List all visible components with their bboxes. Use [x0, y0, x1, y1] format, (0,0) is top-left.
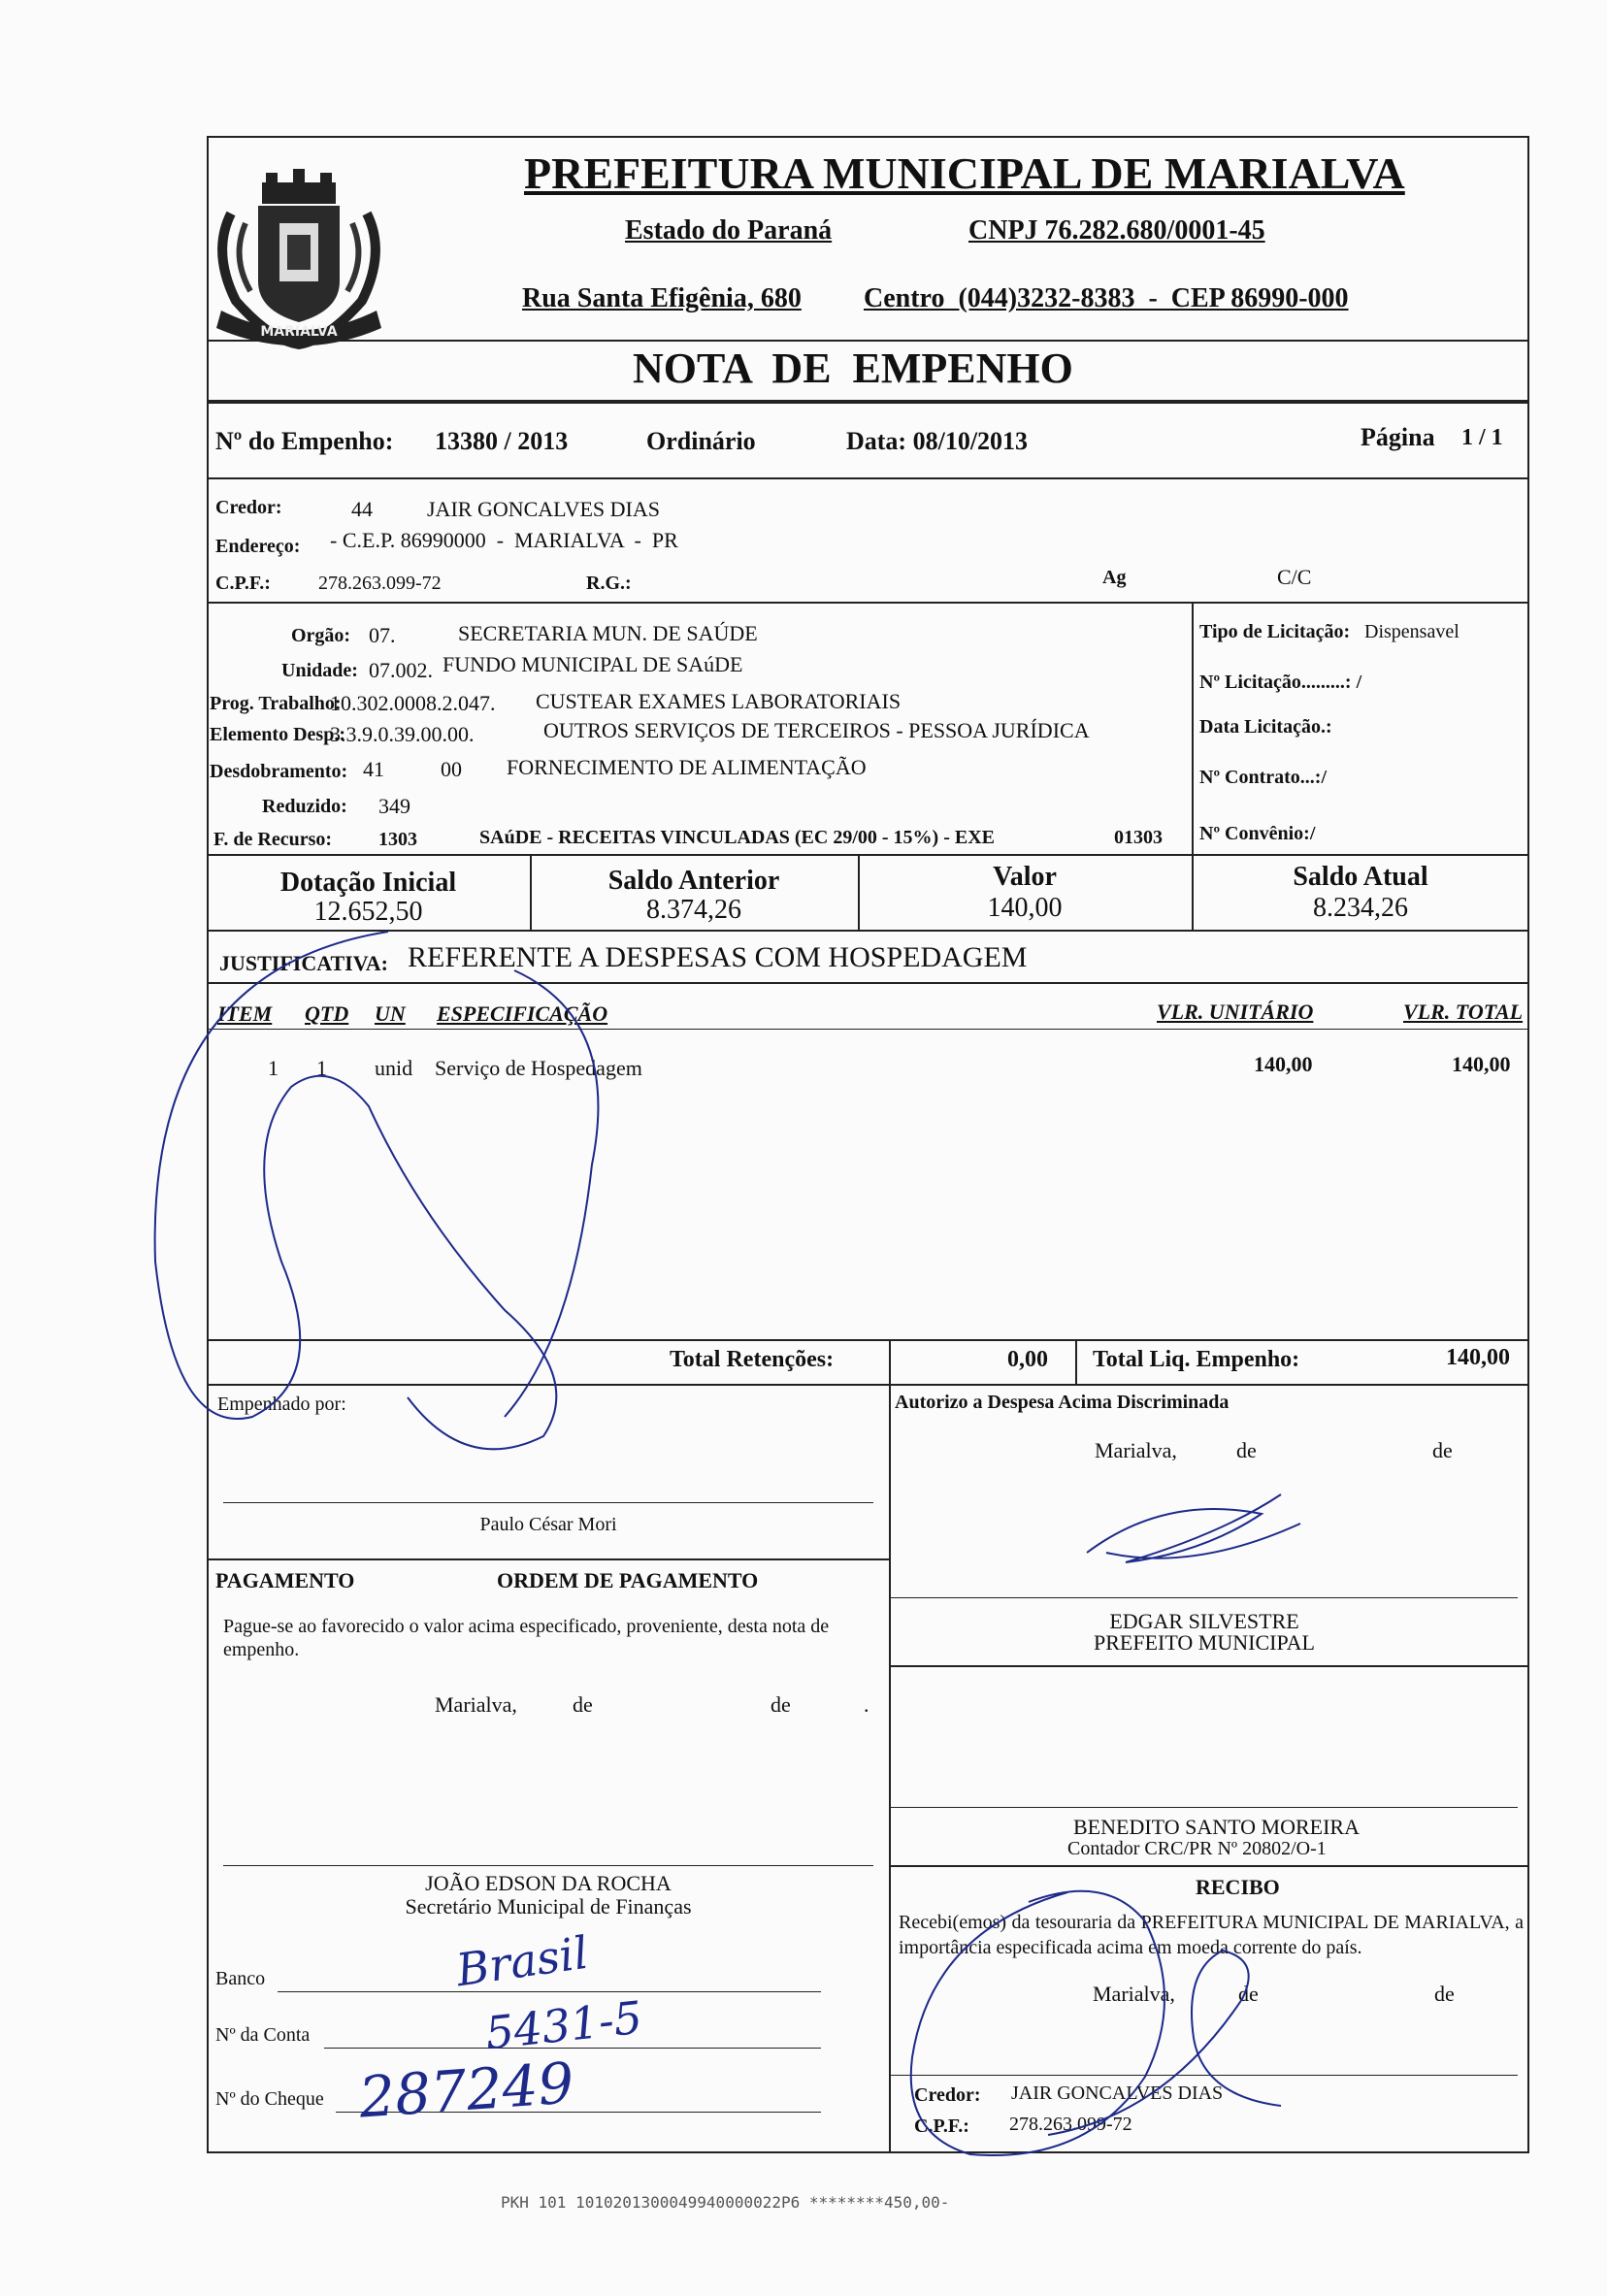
qtd-header: QTD [305, 1001, 349, 1026]
desdobramento-label: Desdobramento: [210, 761, 348, 782]
cheque-label: Nº do Cheque [215, 2088, 324, 2110]
empenho-number: 13380 / 2013 [435, 427, 569, 455]
orgao-label: Orgão: [291, 625, 351, 646]
licitacao-type-label: Tipo de Licitação: [1199, 621, 1351, 642]
pagamento-text: Pague-se ao favorecido o valor acima especificado, proveniente, desta nota de empenho. [223, 1616, 830, 1660]
pagamento-dot: . [864, 1692, 869, 1717]
desdobramento-code: 41 [363, 757, 384, 781]
conta-handwritten: 5431-5 [482, 1990, 645, 2060]
cnpj-label: CNPJ 76.282.680/0001-45 [968, 215, 1265, 246]
licitacao-type: Dispensavel [1364, 621, 1459, 642]
table-row-qtd: 1 [316, 1056, 327, 1080]
page-label: Página [1361, 423, 1435, 451]
cpf-label: C.P.F.: [215, 573, 271, 594]
recibo-de2: de [1434, 1982, 1455, 2006]
credor-name: JAIR GONCALVES DIAS [427, 497, 660, 521]
contrato-number: Nº Contrato...:/ [1199, 767, 1328, 788]
credor-address: - C.E.P. 86990000 - MARIALVA - PR [330, 528, 678, 552]
autorizo-de1: de [1236, 1438, 1257, 1462]
saldo-anterior-value: 8.374,26 [646, 895, 741, 925]
orgao-name: SECRETARIA MUN. DE SAÚDE [458, 621, 758, 645]
empenho-type: Ordinário [646, 427, 756, 455]
autorizo-label: Autorizo a Despesa Acima Discriminada [895, 1392, 1230, 1413]
recibo-place: Marialva, [1093, 1982, 1175, 2006]
reduzido-value: 349 [378, 794, 410, 818]
document-title: NOTA DE EMPENHO [633, 344, 1073, 392]
recibo-credor-name: JAIR GONCALVES DIAS [1011, 2083, 1224, 2104]
secretario-role: Secretário Municipal de Finanças [405, 1894, 692, 1919]
autorizo-place: Marialva, [1095, 1438, 1177, 1462]
address-label: Endereço: [215, 536, 301, 557]
table-row-spec: Serviço de Hospedagem [435, 1056, 642, 1080]
recibo-title: RECIBO [1196, 1875, 1280, 1899]
elemento-name: OUTROS SERVIÇOS DE TERCEIROS - PESSOA JURÍDICA [543, 718, 1090, 742]
pagamento-label: PAGAMENTO [215, 1568, 355, 1592]
contador-name: BENEDITO SANTO MOREIRA [1073, 1815, 1360, 1839]
total-value-header: VLR. TOTAL [1403, 1000, 1524, 1024]
page-number: 1 / 1 [1461, 425, 1503, 450]
recibo-cpf-label: C.P.F.: [914, 2116, 969, 2137]
prog-code: 10.302.0008.2.047. [330, 691, 496, 715]
desdobramento-sub: 00 [441, 757, 462, 781]
elemento-code: 3.3.9.0.39.00.00. [330, 722, 475, 746]
orgao-code: 07. [369, 623, 396, 647]
conta-label: Nº da Conta [215, 2024, 311, 2046]
liquido-value: 140,00 [1446, 1345, 1510, 1370]
credor-code: 44 [351, 497, 373, 521]
ordem-pagamento-label: ORDEM DE PAGAMENTO [497, 1568, 759, 1592]
recurso-code: 1303 [378, 829, 417, 850]
recurso-name: SAúDE - RECEITAS VINCULADAS (EC 29/00 - 15%) - EXE [479, 827, 995, 848]
empenhado-name: Paulo César Mori [479, 1514, 617, 1535]
unidade-label: Unidade: [281, 660, 358, 681]
unit-value-header: VLR. UNITÁRIO [1157, 1000, 1314, 1024]
secretario-name: JOÃO EDSON DA ROCHA [425, 1871, 672, 1895]
desdobramento-name: FORNECIMENTO DE ALIMENTAÇÃO [507, 755, 867, 779]
table-row-item: 1 [268, 1056, 279, 1080]
licitacao-number: Nº Licitação.........: / [1199, 672, 1362, 693]
recibo-text: Recebi(emos) da tesouraria da PREFEITURA MUNICIPAL DE MARIALVA, a importância especificada acima em moeda corrente do país. [899, 1912, 1524, 1958]
empenhado-label: Empenhado por: [217, 1394, 346, 1415]
recurso-number: 01303 [1114, 827, 1163, 848]
banco-label: Banco [215, 1968, 266, 1989]
recibo-de1: de [1238, 1982, 1259, 2006]
prog-label: Prog. Trabalho: [210, 693, 342, 714]
ag-label: Ag [1102, 567, 1127, 588]
state-label: Estado do Paraná [625, 215, 833, 246]
prog-name: CUSTEAR EXAMES LABORATORIAIS [536, 689, 902, 713]
un-header: UN [375, 1001, 406, 1026]
liquido-label: Total Liq. Empenho: [1093, 1347, 1300, 1372]
contador-crc: Contador CRC/PR Nº 20802/O-1 [1067, 1838, 1327, 1859]
saldo-anterior-label: Saldo Anterior [607, 866, 780, 896]
pagamento-de2: de [771, 1692, 791, 1717]
table-row-un: unid [375, 1056, 413, 1080]
credor-cpf: 278.263.099-72 [318, 573, 442, 594]
table-row-total: 140,00 [1452, 1052, 1511, 1076]
crest-banner-text: MARIALVA [260, 324, 338, 340]
justificativa-text: REFERENTE A DESPESAS COM HOSPEDAGEM [408, 941, 1028, 973]
elemento-label: Elemento Desp.: [210, 724, 345, 745]
cc-label: C/C [1277, 565, 1312, 589]
street-address: Rua Santa Efigênia, 680 [522, 283, 802, 313]
retencoes-label: Total Retenções: [670, 1347, 835, 1372]
prefeito-name: EDGAR SILVESTRE [1109, 1609, 1299, 1633]
saldo-atual-label: Saldo Atual [1293, 862, 1428, 892]
valor-value: 140,00 [987, 893, 1063, 923]
specification-header: ESPECIFICAÇÃO [437, 1001, 608, 1026]
dotacao-value: 12.652,50 [313, 897, 423, 927]
cheque-handwritten: 287249 [356, 2050, 576, 2131]
recibo-credor-label: Credor: [914, 2084, 981, 2106]
pagamento-place: Marialva, [435, 1692, 517, 1717]
contact-info: Centro (044)3232-8383 - CEP 86990-000 [864, 283, 1349, 313]
retencoes-value: 0,00 [1007, 1347, 1048, 1372]
document-barcode-text: PKH 101 1010201300049940000022P6 ********450,00- [501, 2193, 950, 2212]
empenhado-signature-loop [505, 970, 598, 1417]
credor-label: Credor: [215, 497, 282, 518]
empenho-date: Data: 08/10/2013 [846, 427, 1029, 455]
convenio-number: Nº Convênio:/ [1199, 823, 1316, 844]
recibo-cpf-value: 278.263.099-72 [1009, 2114, 1132, 2135]
banco-handwritten: Brasil [452, 1925, 592, 1997]
licitacao-date: Data Licitação.: [1199, 716, 1332, 738]
unidade-code: 07.002. [369, 658, 433, 682]
unidade-name: FUNDO MUNICIPAL DE SAúDE [443, 652, 743, 676]
saldo-atual-value: 8.234,26 [1313, 893, 1408, 923]
prefeito-role: PREFEITO MUNICIPAL [1094, 1630, 1315, 1655]
autorizo-de2: de [1432, 1438, 1453, 1462]
empenhado-signature [155, 932, 557, 1449]
rg-label: R.G.: [586, 573, 632, 594]
dotacao-label: Dotação Inicial [279, 868, 457, 898]
justificativa-label: JUSTIFICATIVA: [219, 951, 389, 975]
recurso-label: F. de Recurso: [213, 829, 333, 850]
prefeito-signature [1087, 1494, 1300, 1562]
empenho-number-label: Nº do Empenho: [215, 427, 394, 455]
page-title: PREFEITURA MUNICIPAL DE MARIALVA [524, 148, 1405, 198]
credor-signature [1048, 1951, 1281, 2135]
table-row-unit: 140,00 [1254, 1052, 1313, 1076]
valor-label: Valor [993, 862, 1057, 892]
item-header: ITEM [217, 1001, 273, 1026]
reduzido-label: Reduzido: [262, 796, 347, 817]
recibo-signature [911, 1891, 1164, 2155]
pagamento-de1: de [573, 1692, 593, 1717]
